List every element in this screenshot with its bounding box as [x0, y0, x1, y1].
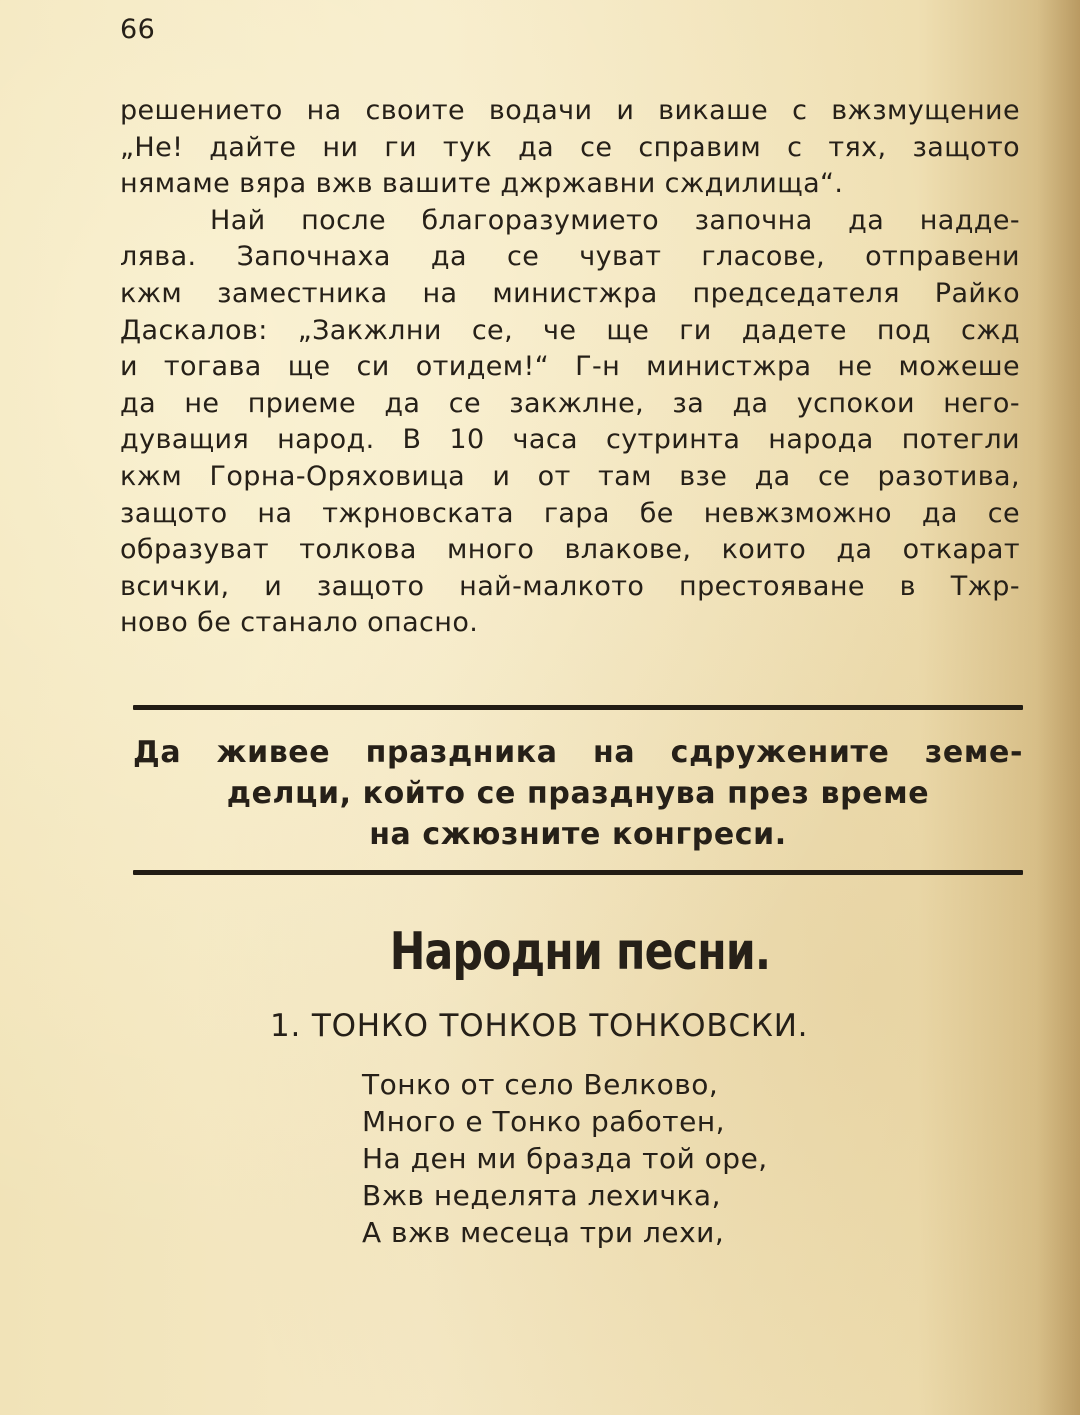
slogan-block — [133, 732, 1023, 855]
song-verse — [362, 1066, 768, 1251]
prose-line: „Не! дайте ни ги тук да се справим с тях, защото — [120, 131, 1020, 163]
prose-line: защото на тжрновската гара бе невжзможно да се — [120, 497, 1020, 529]
prose-line: решението на своите водачи и викаше с вжзмущение — [120, 95, 1020, 126]
prose-line: кжм Горна-Оряховица и от там взе да се разотива, — [120, 460, 1020, 492]
prose-paragraphs — [120, 93, 1020, 642]
divider-rule-bottom — [133, 870, 1023, 875]
prose-line: и тогава ще си отидем!“ Г-н министжра не можеше — [120, 351, 1020, 383]
prose-line: кжм заместника на министжра председателя Райко — [120, 277, 1020, 309]
verse-line: Тонко от село Велково, — [362, 1068, 719, 1101]
divider-rule-top — [133, 705, 1023, 710]
prose-line: да не приеме да се закжлне, за да успокои него- — [120, 387, 1020, 419]
verse-line: Много е Тонко работен, — [362, 1105, 726, 1138]
prose-line: всички, и защото най-малкото престояване в Тжр- — [120, 570, 1020, 602]
song-title: 1. ТОНКО ТОНКОВ ТОНКОВСКИ. — [270, 1008, 809, 1044]
slogan-line: на сжюзните конгреси. — [369, 817, 787, 852]
prose-line: дуващия народ. В 10 часа сутринта народа потегли — [120, 424, 1020, 456]
verse-line: Вжв неделята лехичка, — [362, 1179, 721, 1212]
prose-line: лява. Започнаха да се чуват гласове, отправени — [120, 241, 1020, 273]
prose-line: образуват толкова много влакове, които да откарат — [120, 534, 1020, 566]
section-heading: Народни песни. — [389, 922, 771, 982]
prose-line: нямаме вяра вжв вашите джржавни сждилища“. — [120, 168, 844, 200]
slogan-line: Да живее праздника на сдружените земе- — [133, 735, 1023, 770]
verse-line: На ден ми бразда той оре, — [362, 1142, 768, 1175]
slogan-line: делци, който се празднува през време — [226, 776, 930, 811]
prose-line: Даскалов: „Закжлни се, че ще ги дадете под сжд — [120, 314, 1020, 346]
verse-line: А вжв месеца три лехи, — [362, 1216, 725, 1249]
page-number: 66 — [120, 14, 156, 45]
prose-line: Най после благоразумието започна да надде- — [210, 204, 1020, 236]
prose-line: ново бе станало опасно. — [120, 607, 479, 639]
